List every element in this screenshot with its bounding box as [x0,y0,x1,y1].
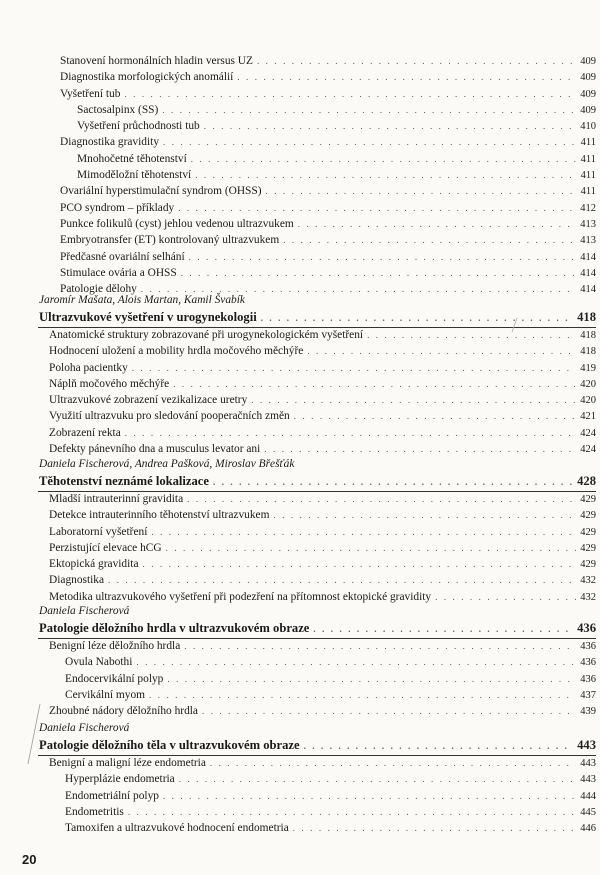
toc-entry[interactable]: Ovula Nabothi . . . 436 [30,656,596,672]
toc-entry[interactable]: Endometritis . . . 445 [30,806,596,822]
pencil-mark-icon [24,700,44,770]
toc-entry[interactable]: Zobrazení rekta . . . 424 [30,427,596,443]
toc-entry[interactable]: Poloha pacientky . . . 419 [30,362,596,378]
toc-entry[interactable]: Sactosalpinx (SS) . . . 409 [30,104,596,120]
toc-entry[interactable]: Náplň močového měchýře . . . 420 [30,378,596,394]
section-heading[interactable]: Těhotenství neznámé lokalizace . . . 428 [30,474,596,491]
section-authors: Jaromír Mašata, Alois Martan, Kamil Švabík [39,294,245,306]
toc-entry[interactable]: Mimoděložní těhotenství . . . 411 [30,169,596,185]
toc-entry[interactable]: Endometriální polyp . . . 444 [30,790,596,806]
toc-entry[interactable]: Mnohočetné těhotenství . . . 411 [30,153,596,169]
toc-entry[interactable]: Ultrazvukové zobrazení vezikalizace uretry . . . 420 [30,394,596,410]
toc-top-list [30,55,596,299]
toc-entry[interactable]: Detekce intrauterinního těhotenství ultrazvukem . . . 429 [30,509,596,525]
toc-entry[interactable]: Benigní léze děložního hrdla . . . 436 [30,640,596,656]
toc-entry[interactable]: Diagnostika . . . 432 [30,574,596,590]
toc-entry[interactable]: Vyšetření průchodnosti tub . . . 410 [30,120,596,136]
section-authors: Daniela Fischerová [39,722,130,734]
toc-entry[interactable]: Diagnostika morfologických anomálií . . . 409 [30,71,596,87]
section-divider [38,638,596,639]
toc-entry[interactable]: PCO syndrom – příklady . . . 412 [30,202,596,218]
section-authors: Daniela Fischerová [39,605,130,617]
section-authors: Daniela Fischerová, Andrea Pašková, Miroslav Břešťák [39,458,295,470]
toc-entry[interactable]: Hyperplázie endometria . . . 443 [30,773,596,789]
toc-entry[interactable]: Ektopická gravidita . . . 429 [30,558,596,574]
toc-entry[interactable]: Předčasné ovariální selhání . . . 414 [30,251,596,267]
toc-entry[interactable]: Metodika ultrazvukového vyšetření při podezření na přítomnost ektopické gravidity . . . 432 [30,591,596,607]
toc-entry[interactable]: Defekty pánevního dna a musculus levator ani . . . 424 [30,443,596,459]
toc-entry[interactable]: Endocervikální polyp . . . 436 [30,673,596,689]
toc-entry[interactable]: Anatomické struktury zobrazované při urogynekologickém vyšetření . . . 418 [30,329,596,345]
toc-section-telo [30,722,596,838]
toc-entry[interactable]: Cervikální myom . . . 437 [30,689,596,705]
page-number: 20 [22,852,37,867]
toc-entry[interactable]: Punkce folikulů (cyst) jehlou vedenou ultrazvukem . . . 413 [30,218,596,234]
section-divider [38,755,596,756]
toc-entry[interactable]: Stimulace ovária a OHSS . . . 414 [30,267,596,283]
section-heading[interactable]: Patologie děložního těla v ultrazvukovém obraze . . . 443 [30,738,596,755]
toc-entry[interactable]: Diagnostika gravidity . . . 411 [30,136,596,152]
section-heading[interactable]: Ultrazvukové vyšetření v urogynekologii . . . 418 [30,310,596,327]
section-divider [38,491,596,492]
toc-entry[interactable]: Ovariální hyperstimulační syndrom (OHSS) . . . 411 [30,185,596,201]
toc-section-tehotenstvi [30,458,596,607]
toc-entry[interactable]: Tamoxifen a ultrazvukové hodnocení endometria . . . 446 [30,822,596,838]
toc-entry[interactable]: Benigní a maligní léze endometria . . . 443 [30,757,596,773]
pencil-tick-icon [508,316,520,336]
toc-entry[interactable]: Vyšetření tub . . . 409 [30,88,596,104]
toc-entry[interactable]: Využití ultrazvuku pro sledování pooperačních změn . . . 421 [30,410,596,426]
toc-entry[interactable]: Zhoubné nádory děložního hrdla . . . 439 [30,705,596,721]
toc-entry[interactable]: Patologie dělohy . . . 414 [30,283,596,299]
toc-section-hrdlo [30,605,596,721]
toc-entry[interactable]: Perzistující elevace hCG . . . 429 [30,542,596,558]
toc-entry[interactable]: Embryotransfer (ET) kontrolovaný ultrazvukem . . . 413 [30,234,596,250]
toc-entry[interactable]: Stanovení hormonálních hladin versus UZ . . . 409 [30,55,596,71]
toc-entry[interactable]: Laboratorní vyšetření . . . 429 [30,526,596,542]
toc-entry[interactable]: Mladší intrauterinní gravidita . . . 429 [30,493,596,509]
toc-entry[interactable]: Hodnocení uložení a mobility hrdla močového měchýře . . . 418 [30,345,596,361]
section-heading[interactable]: Patologie děložního hrdla v ultrazvukovém obraze . . . 436 [30,621,596,638]
